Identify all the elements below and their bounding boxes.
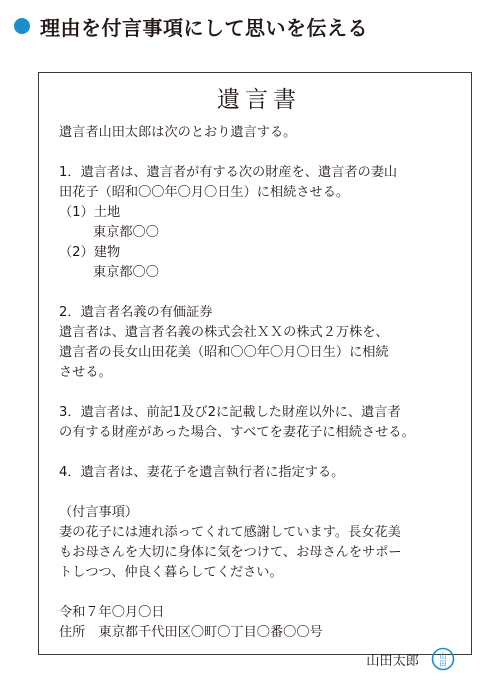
item-value: 東京都〇〇 xyxy=(93,225,159,240)
signature-row xyxy=(59,647,459,671)
supplement-line: 妻の花子には連れ添ってくれて感謝しています。長女花美 xyxy=(59,525,401,540)
item-label: （2）建物 xyxy=(59,245,121,260)
section4-line: 4．遺言者は、妻花子を遺言執行者に指定する。 xyxy=(59,465,345,480)
bullet-icon xyxy=(14,18,30,34)
date-text: 令和７年〇月〇日 xyxy=(59,605,165,620)
seal-stamp-icon xyxy=(431,647,455,671)
section1-line: 1．遺言者は、遺言者が有する次の財産を、遺言者の妻山 xyxy=(59,165,398,180)
section2-line: させる。 xyxy=(59,365,112,380)
item-label: （1）土地 xyxy=(59,205,121,220)
section-header xyxy=(14,8,368,44)
supplement-heading: （付言事項） xyxy=(59,505,139,520)
signature-name: 山田太郎 xyxy=(366,653,419,669)
document-title: 遺言書 xyxy=(217,87,301,113)
svg-text:山: 山 xyxy=(439,651,447,660)
supplement-line: もお母さんを大切に身体に気をつけて、お母さんをサポー xyxy=(59,545,402,560)
item-value: 東京都〇〇 xyxy=(93,265,159,280)
will-document xyxy=(38,72,472,669)
svg-text:田: 田 xyxy=(439,659,447,668)
section2-line: 遺言者の長女山田花美（昭和〇〇年〇月〇日生）に相続 xyxy=(59,345,389,360)
address-text: 住所 東京都千代田区〇町〇丁目〇番〇〇号 xyxy=(59,625,323,640)
section-title: 理由を付言事項にして思いを伝える xyxy=(40,15,368,40)
section3-line: 3．遺言者は、前記1及び2に記載した財産以外に、遺言者 xyxy=(59,405,401,420)
section3-line: の有する財産があった場合、すべてを妻花子に相続させる。 xyxy=(59,425,415,440)
supplement-line: トしつつ、仲良く暮らしてください。 xyxy=(59,565,283,580)
section1-line: 田花子（昭和〇〇年〇月〇日生）に相続させる。 xyxy=(59,185,350,200)
section2-line: 遺言者は、遺言者名義の株式会社ＸＸの株式２万株を、 xyxy=(59,325,389,340)
intro-text: 遺言者山田太郎は次のとおり遺言する。 xyxy=(59,125,297,140)
section2-heading: 2．遺言者名義の有価証券 xyxy=(59,305,213,320)
